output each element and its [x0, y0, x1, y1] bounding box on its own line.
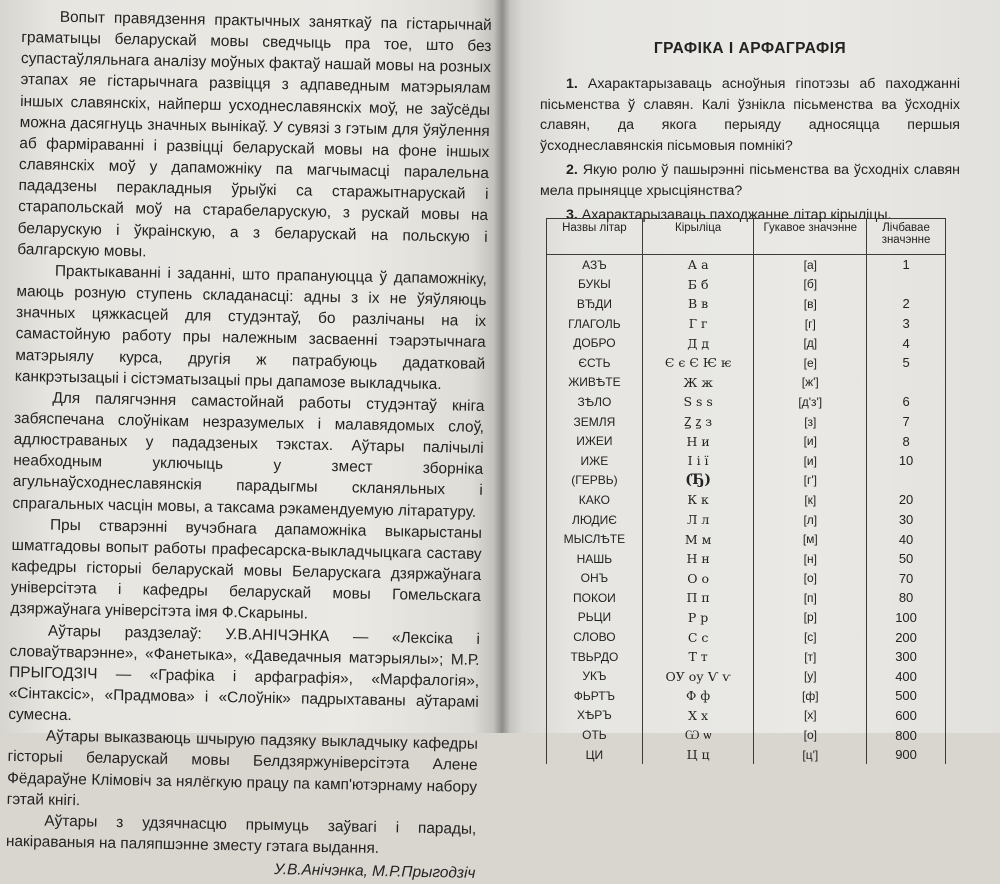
column-header-cyrillic: Кірыліца: [642, 219, 754, 255]
cyrillic-letter-cell: Ꙁ ꙁ з: [642, 412, 754, 432]
table-row: [547, 608, 946, 628]
paragraph: Пры стварэнні вучэбнага дапаможніка выкарыстаны шматгадовы вопыт работы прафесарска-выкладчыцкага саставу кафедры гісторыі беларускай мовы Беларускага дзяржаўнага універсітэта і кафедры беларускай мовы Гомельскага дзяржаўнага універсітэта імя Ф.Скарыны.: [10, 516, 483, 623]
letter-name-cell: ФЬРТЪ: [547, 686, 643, 706]
numeric-value-cell: 10: [867, 451, 946, 471]
table-row: [547, 706, 946, 726]
table-row: [547, 627, 946, 647]
numeric-value-cell: 20: [867, 490, 946, 510]
letter-name-cell: ЄСТЬ: [547, 353, 643, 373]
numeric-value-cell: 600: [867, 706, 946, 726]
chapter-title: ГРАФІКА І АРФАГРАФІЯ: [653, 40, 847, 57]
sound-value-cell: [ф]: [754, 686, 867, 706]
letter-name-cell: ВЂДИ: [547, 294, 643, 314]
cyrillic-letter-cell: Х х: [642, 706, 754, 726]
table-row: [547, 255, 946, 275]
cyrillic-letter-cell: Р р: [642, 608, 754, 628]
paragraph: Аўтары выказваюць шчырую падзяку выкладчыку кафедры гісторыі беларускай мовы Белдзяржуніверсітэта Алене Фёдараўне Клімовіч за нялёгкую працу па камп'ютэрнаму набору гэтай кнігі.: [6, 727, 479, 810]
letter-name-cell: ЦИ: [547, 745, 643, 765]
cyrillic-letter-cell: В в: [642, 294, 754, 314]
cyrillic-alphabet-table: [546, 218, 946, 764]
numeric-value-cell: 8: [867, 431, 946, 451]
question-number: 3.: [566, 207, 578, 223]
numeric-value-cell: 800: [867, 725, 946, 745]
letter-name-cell: ХѢРЪ: [547, 706, 643, 726]
sound-value-cell: [д]: [754, 333, 867, 353]
sound-value-cell: [в]: [754, 294, 867, 314]
table-row: [547, 569, 946, 589]
cyrillic-letter-cell: П п: [642, 588, 754, 608]
table-row: [547, 490, 946, 510]
question-text: Ахарактарызаваць паходжанне літар кірыліцы.: [581, 207, 892, 223]
sound-value-cell: [с]: [754, 627, 867, 647]
numeric-value-cell: 4: [867, 333, 946, 353]
letter-name-cell: МЫСЛѢТЕ: [547, 529, 643, 549]
sound-value-cell: [н]: [754, 549, 867, 569]
cyrillic-letter-cell: М м: [642, 529, 754, 549]
sound-value-cell: [б]: [754, 275, 867, 295]
question-text: Якую ролю ў пашырэнні пісьменства ва ўсходніх славян мела прыняцце хрысціянства?: [540, 162, 960, 199]
letter-name-cell: ЖИВѢТЕ: [547, 373, 643, 393]
letter-name-cell: ОТЬ: [547, 725, 643, 745]
cyrillic-letter-cell: ОУ оу Ѵ ѵ: [642, 666, 754, 686]
numeric-value-cell: 200: [867, 627, 946, 647]
letter-name-cell: ИЖЕИ: [547, 431, 643, 451]
table-row: [547, 510, 946, 530]
numeric-value-cell: 500: [867, 686, 946, 706]
sound-value-cell: [ц']: [754, 745, 867, 765]
numeric-value-cell: [867, 471, 946, 491]
sound-value-cell: [о]: [754, 569, 867, 589]
table-row: [547, 275, 946, 295]
question-number: 1.: [566, 76, 578, 92]
cyrillic-letter-cell: А а: [642, 255, 754, 275]
table-row: [547, 588, 946, 608]
column-header-sound-value: Гукавое значэнне: [754, 219, 867, 255]
cyrillic-letter-cell: С с: [642, 627, 754, 647]
sound-value-cell: [д'з']: [754, 392, 867, 412]
sound-value-cell: [т]: [754, 647, 867, 667]
cyrillic-letter-cell: Л л: [642, 510, 754, 530]
numeric-value-cell: 70: [867, 569, 946, 589]
cyrillic-letter-cell: Н и: [642, 431, 754, 451]
sound-value-cell: [з]: [754, 412, 867, 432]
letter-name-cell: РЬЦИ: [547, 608, 643, 628]
letter-name-cell: ЗѢЛО: [547, 392, 643, 412]
numeric-value-cell: 900: [867, 745, 946, 765]
numeric-value-cell: 2: [867, 294, 946, 314]
table-row: [547, 529, 946, 549]
table-row: [547, 686, 946, 706]
letter-name-cell: ДОБРО: [547, 333, 643, 353]
sound-value-cell: [у]: [754, 666, 867, 686]
exercise-section: [540, 40, 960, 230]
letter-name-cell: СЛОВО: [547, 627, 643, 647]
cyrillic-letter-cell: Ж ж: [642, 373, 754, 393]
sound-value-cell: [а]: [754, 255, 867, 275]
letter-name-cell: ОНЪ: [547, 569, 643, 589]
letter-name-cell: УКЪ: [547, 666, 643, 686]
cyrillic-letter-cell: Г г: [642, 314, 754, 334]
numeric-value-cell: 40: [867, 529, 946, 549]
sound-value-cell: [и]: [754, 431, 867, 451]
table-row: [547, 725, 946, 745]
letter-name-cell: ЗЕМЛЯ: [547, 412, 643, 432]
table-row: [547, 666, 946, 686]
cyrillic-letter-cell: (Ђ): [642, 471, 754, 491]
sound-value-cell: [п]: [754, 588, 867, 608]
letter-name-cell: КАКО: [547, 490, 643, 510]
table-row: [547, 353, 946, 373]
sound-value-cell: [ж']: [754, 373, 867, 393]
letter-name-cell: ЛЮДИЄ: [547, 510, 643, 530]
sound-value-cell: [и]: [754, 451, 867, 471]
column-header-letter-names: Назвы літар: [547, 219, 643, 255]
sound-value-cell: [м]: [754, 529, 867, 549]
question-text: Ахарактарызаваць асноўныя гіпотэзы аб паходжанні пісьменства ў славян. Калі ўзнікла пісьменства ва ўсходніх славян, да якога перыяду адносяцца першыя ўсходнеславянскія пісьмовыя помнікі?: [540, 76, 961, 154]
question-item: [540, 74, 960, 156]
numeric-value-cell: 1: [867, 255, 946, 275]
letter-name-cell: ГЛАГОЛЬ: [547, 314, 643, 334]
cyrillic-letter-cell: Є є Є Ѥ ѥ: [642, 353, 754, 373]
cyrillic-letter-cell: Д д: [642, 333, 754, 353]
cyrillic-letter-cell: Ѡ ѡ: [642, 725, 754, 745]
numeric-value-cell: 50: [867, 549, 946, 569]
column-header-numeric-value: Лічбавае значэнне: [867, 219, 946, 255]
table-row: [547, 392, 946, 412]
letter-name-cell: ИЖЕ: [547, 451, 643, 471]
numeric-value-cell: 30: [867, 510, 946, 530]
paragraph: Аўтары з удзячнасцю прымуць заўвагі і парады, накіраваныя на паляпшэнне зместу гэтага выдання.: [5, 812, 477, 858]
numeric-value-cell: 7: [867, 412, 946, 432]
table-row: [547, 451, 946, 471]
cyrillic-letter-cell: Н н: [642, 549, 754, 569]
table-row: [547, 333, 946, 353]
table-row: [547, 373, 946, 393]
table-body: [547, 255, 946, 765]
sound-value-cell: [х]: [754, 706, 867, 726]
table-row: [547, 314, 946, 334]
sound-value-cell: [р]: [754, 608, 867, 628]
numeric-value-cell: 100: [867, 608, 946, 628]
letter-name-cell: ПОКОИ: [547, 588, 643, 608]
letter-name-cell: БУКЫ: [547, 275, 643, 295]
sound-value-cell: [е]: [754, 353, 867, 373]
table-header-row: [547, 219, 946, 255]
paragraph: Вопыт правядзення практычных заняткаў па гістарычнай граматыцы беларускай мовы сведчыць пра тое, што без супастаўляльнага аналізу моўных фактаў нашай мовы на розных этапах яе гістарычнага развіцця з адпаведным матэрыялам іншых славянскіх, найперш усходнеславянскіх моў, не заўсёды можна дасягнуць значных вынікаў. У сувязі з гэтым для ўяўлення аб фарміраванні і развіцці беларускай мовы на фоне іншых славянскіх моў у дапаможніку па магчымасці паралельна пададзены перакладныя ўрыўкі са старажытнарускай і старапольскай моў на старабеларускую, з рускай мовы на беларускую і ўкраінскую, а з беларускай на польскую і балгарскую мовы.: [17, 8, 492, 261]
numeric-value-cell: 6: [867, 392, 946, 412]
numeric-value-cell: 80: [867, 588, 946, 608]
cyrillic-letter-cell: О о: [642, 569, 754, 589]
letter-name-cell: ТВЬРДО: [547, 647, 643, 667]
numeric-value-cell: [867, 373, 946, 393]
question-number: 2.: [566, 162, 578, 178]
sound-value-cell: [г']: [754, 471, 867, 491]
table-row: [547, 745, 946, 765]
preface-text: [5, 6, 492, 884]
cyrillic-letter-cell: Т т: [642, 647, 754, 667]
letter-name-cell: (ГЕРВЬ): [547, 471, 643, 491]
sound-value-cell: [о]: [754, 725, 867, 745]
sound-value-cell: [г]: [754, 314, 867, 334]
cyrillic-letter-cell: Б б: [642, 275, 754, 295]
numeric-value-cell: 3: [867, 314, 946, 334]
table-row: [547, 412, 946, 432]
numeric-value-cell: 400: [867, 666, 946, 686]
cyrillic-letter-cell: К к: [642, 490, 754, 510]
numeric-value-cell: [867, 275, 946, 295]
table-row: [547, 549, 946, 569]
book-gutter: [494, 0, 510, 733]
table-row: [547, 431, 946, 451]
cyrillic-letter-cell: Ц ц: [642, 745, 754, 765]
cyrillic-letter-cell: Ѕ ѕ s: [642, 392, 754, 412]
letter-name-cell: НАШЬ: [547, 549, 643, 569]
paragraph: Аўтары раздзелаў: У.В.АНІЧЭНКА — «Лексіка і словаўтварэнне», «Фанетыка», «Даведачныя матэрыялы»; М.Р. ПРЫГОДЗІЧ — «Графіка і арфаграфія», «Марфалогія», «Сінтаксіс», «Прадмова» і «Слоўнік» падрыхтаваны аўтарамі сумесна.: [8, 622, 481, 725]
paragraph: Практыкаванні і заданні, што прапануюцца ў дапаможніку, маюць розную ступень складанасці: адны з іх не ўяўляюць значных цяжкасцей для студэнтаў, бо разлічаны на іх самастойную работу пры належным засваенні тэарэтычнага матэрыялу курса, другія ж патрабуюць дадатковай канкрэтызацыі і сістэматызацыі пры дапамозе выкладчыка.: [14, 262, 488, 393]
authors-signature: У.В.Анічэнка, М.Р.Прыгодзіч: [274, 861, 476, 883]
paragraph: Для палягчэння самастойнай работы студэнтаў кніга забяспечана слоўнікам незразумелых і малавядомых слоў, адлюстраваных у пададзеных тэкстах. Аўтары палічылі неабходным уключыць у змест зборніка агульнаўсходнеславянскія парадыгмы скланяльных і спрагальных часцін мовы, а таксама рэкамендуемую літаратуру.: [12, 389, 485, 521]
table-row: [547, 294, 946, 314]
table-row: [547, 471, 946, 491]
numeric-value-cell: 5: [867, 353, 946, 373]
sound-value-cell: [л]: [754, 510, 867, 530]
letter-name-cell: АЗЪ: [547, 255, 643, 275]
table-row: [547, 647, 946, 667]
cyrillic-letter-cell: Ф ф: [642, 686, 754, 706]
numeric-value-cell: 300: [867, 647, 946, 667]
sound-value-cell: [к]: [754, 490, 867, 510]
cyrillic-letter-cell: І і ї: [642, 451, 754, 471]
question-item: [540, 160, 960, 201]
